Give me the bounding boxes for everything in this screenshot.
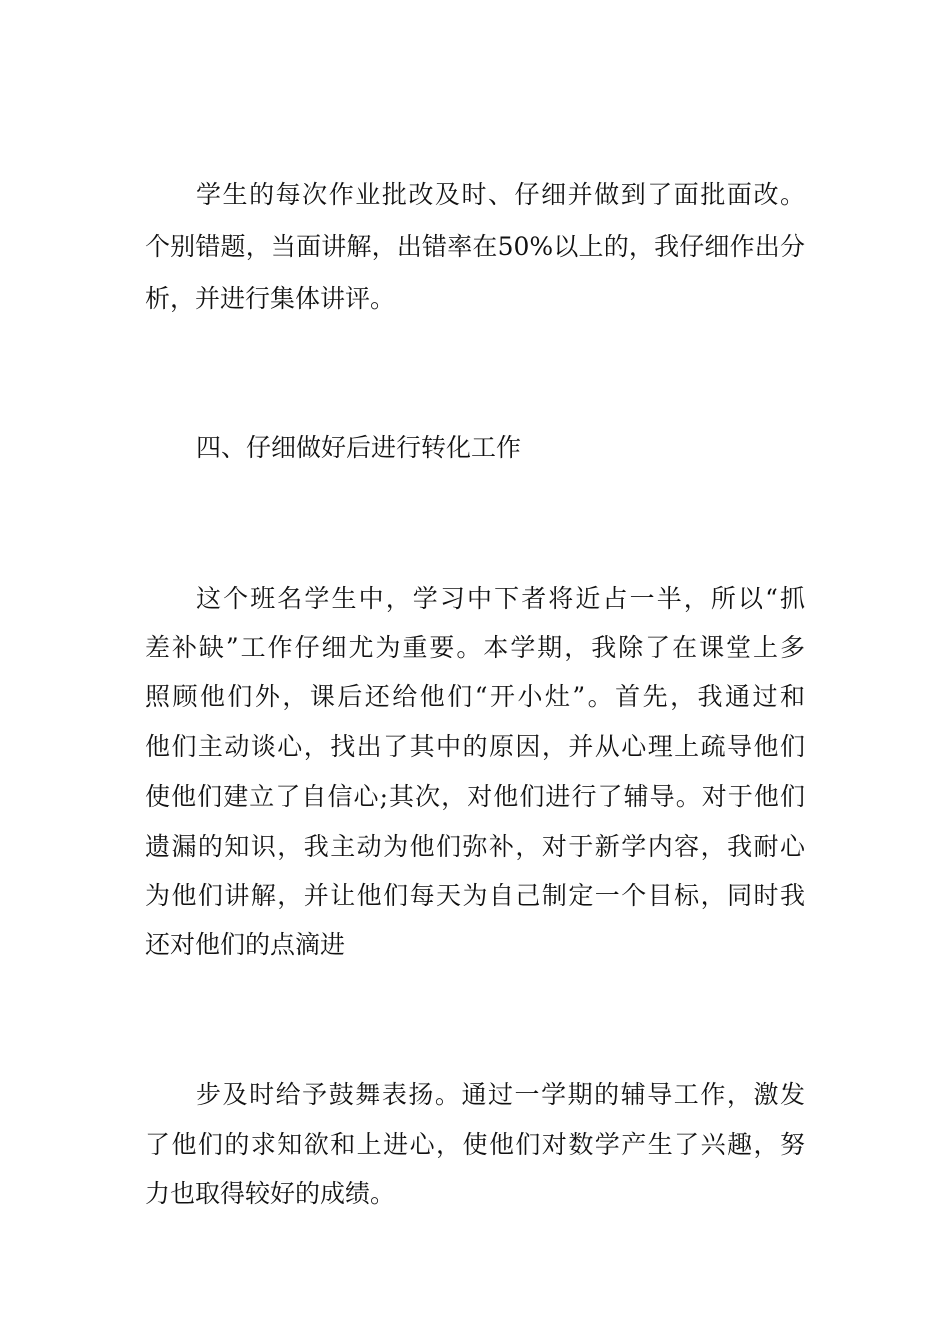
paragraph-line: 析，并进行集体讲评。 [145, 284, 396, 313]
paragraph-line: 使他们建立了自信心;其次，对他们进行了辅导。对于他们 [145, 782, 805, 811]
paragraph-line: 个别错题，当面讲解，出错率在50%以上的，我仔细作出分 [145, 232, 805, 261]
paragraph-line: 这个班名学生中，学习中下者将近占一半，所以“抓 [196, 584, 805, 613]
paragraph-line: 还对他们的点滴进 [145, 930, 346, 959]
paragraph-line: 遗漏的知识，我主动为他们弥补，对于新学内容，我耐心 [145, 832, 805, 861]
paragraph-line: 学生的每次作业批改及时、仔细并做到了面批面改。 [196, 180, 805, 209]
paragraph-line: 他们主动谈心，找出了其中的原因，并从心理上疏导他们 [145, 732, 805, 761]
paragraph-line: 步及时给予鼓舞表扬。通过一学期的辅导工作，激发 [196, 1080, 805, 1109]
heading-line: 四、仔细做好后进行转化工作 [196, 433, 522, 462]
paragraph-line: 差补缺”工作仔细尤为重要。本学期，我除了在课堂上多 [145, 633, 805, 662]
paragraph-line: 力也取得较好的成绩。 [145, 1179, 396, 1208]
paragraph-line: 为他们讲解，并让他们每天为自己制定一个目标，同时我 [145, 881, 805, 910]
paragraph-line: 照顾他们外，课后还给他们“开小灶”。首先，我通过和 [145, 682, 805, 711]
paragraph-line: 了他们的求知欲和上进心，使他们对数学产生了兴趣，努 [145, 1130, 805, 1159]
